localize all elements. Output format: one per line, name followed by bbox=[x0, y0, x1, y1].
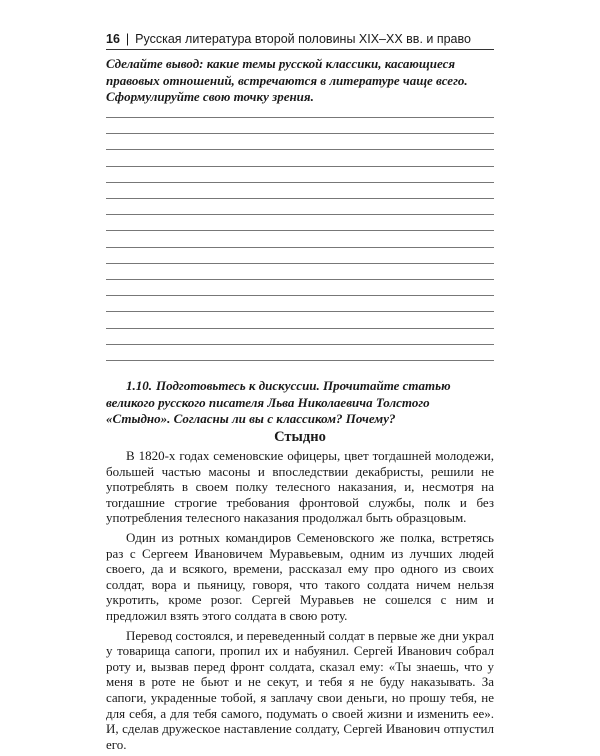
header-rule bbox=[106, 49, 494, 50]
answer-line bbox=[106, 360, 494, 361]
answer-line bbox=[106, 247, 494, 248]
answer-lines bbox=[106, 117, 494, 360]
page-number: 16 bbox=[106, 32, 120, 46]
article-paragraph: Перевод состоялся, и переведенный солдат в первые же дни украл у товарища сапоги, пропил их и набуянил. Сергей Иванович собрал роту и, вызвав перед фронт солдата, сказал ему: «Ты знаешь, что у меня в роте не бьют и не секут, и тебя я не буду наказывать. За сапоги, украденные тобой, я заплачу свои деньги, но прошу тебя, не для себя, а для тебя самого, подумать о своей жизни и изменить ее». И, сделав дружеское наставление солдату, Сергей Иванович отпустил его. bbox=[106, 627, 494, 752]
answer-line bbox=[106, 166, 494, 167]
answer-line bbox=[106, 198, 494, 199]
article-paragraph: В 1820-х годах семеновские офицеры, цвет тогдашней молодежи, большей частью масоны и впоследствии декабристы, решили не употреблять в своем полку телесного наказания, и, несмотря на тогдашние строгие требования фронтовой службы, полк и без употребления телесного наказания продолжал быть образцовым. bbox=[106, 448, 494, 526]
header-separator: | bbox=[125, 32, 130, 46]
running-header bbox=[106, 31, 494, 47]
answer-line bbox=[106, 117, 494, 118]
answer-line bbox=[106, 182, 494, 183]
answer-line bbox=[106, 344, 494, 345]
answer-line bbox=[106, 328, 494, 329]
article-title: Стыдно bbox=[274, 429, 326, 445]
task-number: 1.10. bbox=[126, 378, 152, 393]
answer-line bbox=[106, 295, 494, 296]
task-discussion-text: Подготовьтесь к дискуссии. Прочитайте статью великого русского писателя Льва Николаевича Толстого «Стыдно». Согласны ли вы с классиком? Почему? bbox=[106, 378, 451, 426]
answer-line bbox=[106, 133, 494, 134]
answer-line bbox=[106, 149, 494, 150]
answer-line bbox=[106, 214, 494, 215]
answer-line bbox=[106, 230, 494, 231]
task-conclusion bbox=[106, 56, 494, 106]
answer-line bbox=[106, 263, 494, 264]
article-body bbox=[106, 448, 494, 756]
article-paragraph: Один из ротных командиров Семеновского же полка, встретясь раз с Сергеем Ивановичем Муравьевым, одним из лучших людей своего, да и всякого, времени, рассказал ему про одного из своих солдат, вора и пьяницу, говоря, что такого солдата ничем нельзя укротить, кроме розог. Сергей Муравьев не сошелся с ним и предложил взять этого солдата в свою роту. bbox=[106, 529, 494, 623]
answer-line bbox=[106, 311, 494, 312]
task-conclusion-text: Сделайте вывод: какие темы русской классики, касающиеся правовых отношений, встречаются в литературе чаще всего. Сформулируйте свою точку зрения. bbox=[106, 56, 468, 104]
task-discussion bbox=[106, 378, 494, 428]
running-title: Русская литература второй половины XIX–XX вв. и право bbox=[135, 32, 471, 46]
answer-line bbox=[106, 279, 494, 280]
